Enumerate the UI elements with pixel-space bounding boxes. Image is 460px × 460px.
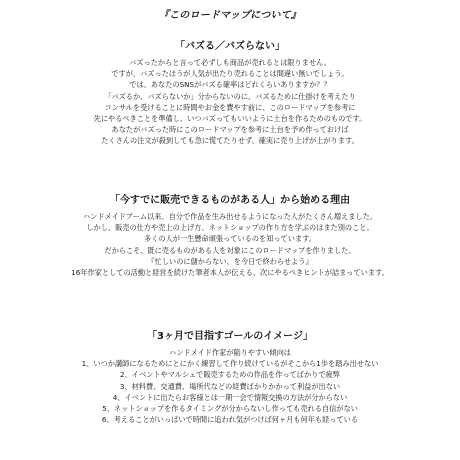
body-line: しかし、販売の仕方や売上の上げ方、ネットショップの作り方を学ぶのはまた別のこと。 <box>86 223 374 233</box>
body-line: では、あなたのSNSがバズる確率はどれくらいありますか？？ <box>129 80 331 90</box>
page-title: 『このロードマップについて』 <box>158 10 302 21</box>
list-item: 3、材料費、交通費、場所代などの経費ばかりかかって利益が出ない <box>119 381 341 391</box>
section-buzz <box>0 40 460 147</box>
list-item: 2、イベントやマルシェで販売するための作品を作ってばかりで疲弊 <box>120 370 340 380</box>
section-heading: 「バズる／バズらない」 <box>175 41 285 52</box>
section-reason <box>0 194 460 278</box>
body-line: 「バズるか、バズらないか」分からないのに、バズるために仕掛けを考えたり <box>104 91 356 101</box>
body-line: 多くの人が一生懸命頑張っているのを知っています。 <box>144 234 316 244</box>
body-line: ハンドメイドブーム以来、自分で作品を生み出せるようになった人がたくさん増えました。 <box>82 212 378 221</box>
section-heading: 「今すでに販売できるものがある人」から始める理由 <box>109 195 351 206</box>
list-item: 6、考えることがいっぱいで時間に追われ気がつけば何ヶ月も何年も経っている <box>101 415 359 425</box>
section-heading: 「3ヶ月で目指すゴールのイメージ」 <box>147 331 313 342</box>
body-line: 先にやるべきことを準備し、いつバズってもいいように土台を作るためのものです。 <box>93 114 367 124</box>
body-line: 『忙しいのに儲からない、を今日で終わらせよう』 <box>147 256 313 266</box>
body-line: あなたがバズった時にこのロードマップを参考に土台を予め作っておけば <box>111 125 349 135</box>
body-line: ハンドメイド作家が陥りやすい傾向は <box>169 348 291 357</box>
body-line: 16年作家としての活動と経営を続けた筆者本人が伝える、次にやるべきヒントが詰まっています。 <box>71 268 389 278</box>
body-line: バズったからと言って必ずしも商品が売れるとは限りません。 <box>129 58 331 67</box>
body-line: たくさんの注文が殺到しても急に慌てたりせず、確実に売り上げが上がります。 <box>101 136 359 146</box>
list-item: 4、イベントに出たらお客様とは一期一会で情報交換の方法が分からない <box>112 392 348 402</box>
body-line: だからこそ、既に売るものがある人を対象にこのロードマップを作りました。 <box>104 245 356 255</box>
body-line: コンサルを受けることに時間やお金を費やす前に、このロードマップを参考に <box>104 102 356 112</box>
section-goal <box>0 330 460 425</box>
list-item: 1、いつか講師になるためにとにかく練習して作り続けているがそこから1歩を踏み出せない <box>81 359 379 369</box>
list-item: 5、ネットショップを作るタイミングが分からないし作っても売れる自信がない <box>102 404 358 414</box>
body-line: ですが、バズったほうが人気が出たり売れることは間違い無いでしょう。 <box>111 69 349 79</box>
